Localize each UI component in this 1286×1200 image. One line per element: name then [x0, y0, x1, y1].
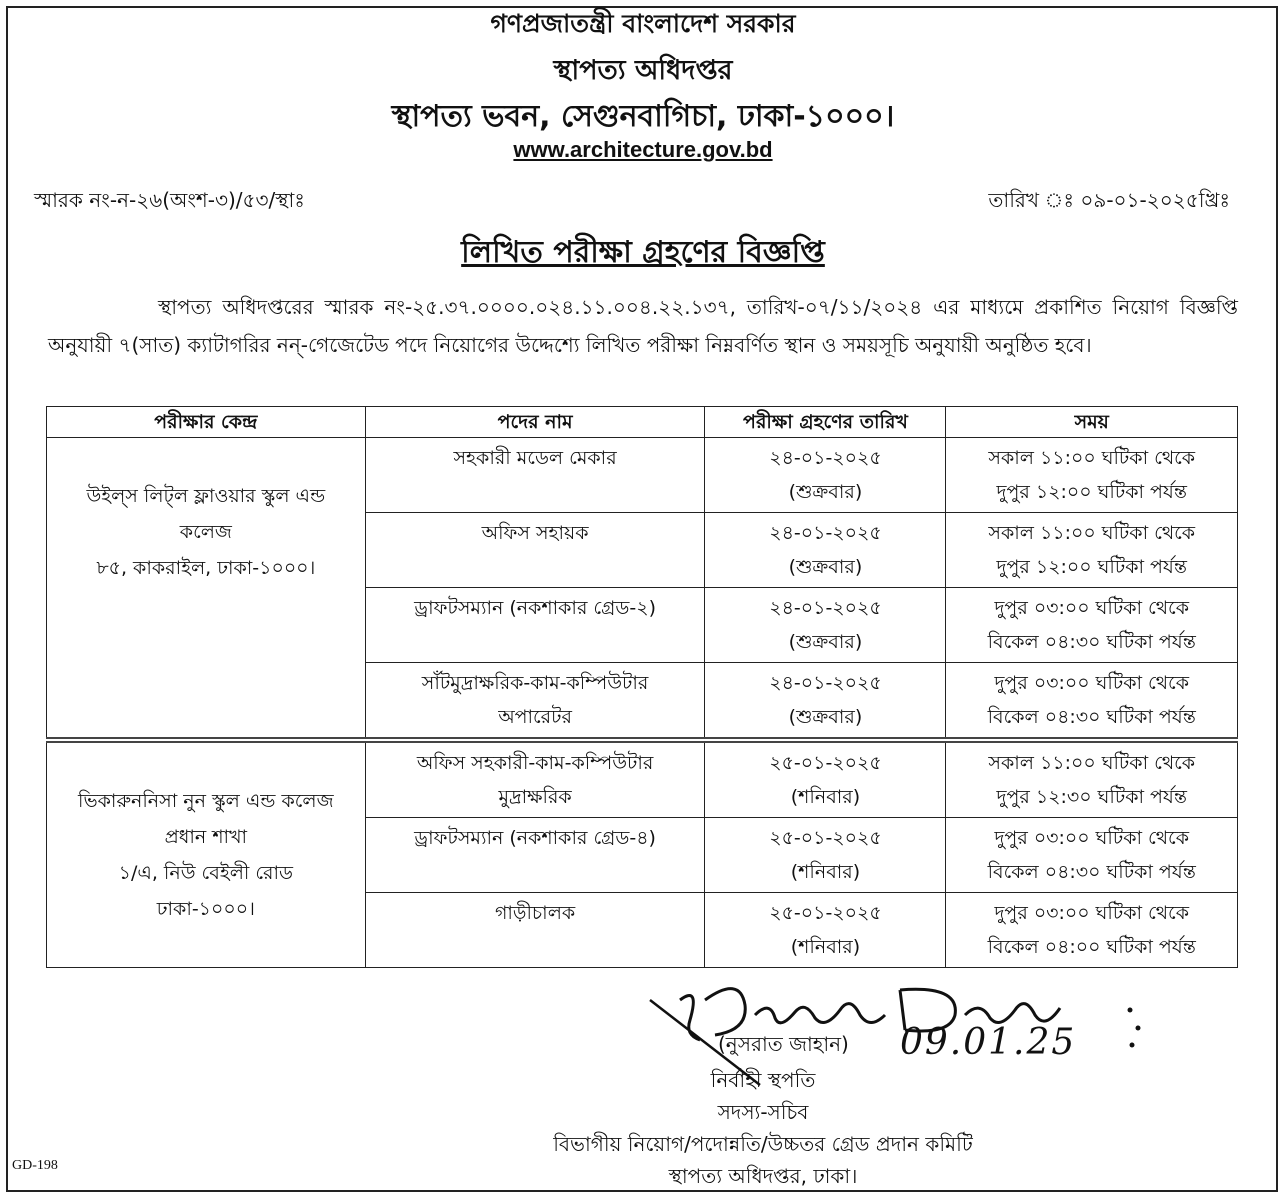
- exam-date: ২৪-০১-২০২৫ (শুক্রবার): [705, 588, 946, 663]
- exam-date: ২৪-০১-২০২৫ (শুক্রবার): [705, 438, 946, 513]
- table-header-row: [47, 407, 1238, 438]
- notice-body-text: স্থাপত্য অধিদপ্তরের স্মারক নং-২৫.৩৭.০০০০.০২৪.১১.০০৪.২২.১৩৭, তারিখ-০৭/১১/২০২৪ এর মাধ্যমে প্রকাশিত নিয়োগ বিজ্ঞপ্তি অনুযায়ী ৭(সাত) ক্যাটাগরির নন্-গেজেটেড পদে নিয়োগের উদ্দেশ্যে লিখিত পরীক্ষা নিম্নবর্ণিত স্থান ও সময়সূচি অনুযায়ী অনুষ্ঠিত হবে।: [48, 295, 1238, 357]
- notice-date: তারিখ ঃ ০৯-০১-২০২৫খ্রিঃ: [988, 188, 1230, 212]
- signature-date: 09.01.25: [900, 1022, 1077, 1063]
- exam-time: সকাল ১১:০০ ঘটিকা থেকে দুপুর ১২:০০ ঘটিকা পর্যন্ত: [946, 438, 1238, 513]
- exam-time: দুপুর ০৩:০০ ঘটিকা থেকে বিকেল ০৪:০০ ঘটিকা পর্যন্ত: [946, 893, 1238, 968]
- post-name: ড্রাফটসম্যান (নকশাকার গ্রেড-২): [365, 588, 705, 663]
- exam-date: ২৫-০১-২০২৫ (শনিবার): [705, 818, 946, 893]
- header-post: পদের নাম: [365, 407, 705, 438]
- exam-date: ২৫-০১-২০২৫ (শনিবার): [705, 740, 946, 818]
- signatory-role: সদস্য-সচিব: [717, 1100, 809, 1124]
- signatory-designation: নির্বাহী স্থপতি: [710, 1068, 816, 1092]
- exam-time: দুপুর ০৩:০০ ঘটিকা থেকে বিকেল ০৪:৩০ ঘটিকা পর্যন্ত: [946, 818, 1238, 893]
- post-name: অফিস সহকারী-কাম-কম্পিউটার মুদ্রাক্ষরিক: [365, 740, 705, 818]
- schedule-table: [46, 406, 1238, 968]
- exam-time: দুপুর ০৩:০০ ঘটিকা থেকে বিকেল ০৪:৩০ ঘটিকা পর্যন্ত: [946, 663, 1238, 741]
- exam-center-2: ভিকারুননিসা নুন স্কুল এন্ড কলেজ প্রধান শাখা ১/এ, নিউ বেইলী রোড ঢাকা-১০০০।: [47, 740, 366, 968]
- post-name: সহকারী মডেল মেকার: [365, 438, 705, 513]
- signatory-name: (নুসরাত জাহান): [718, 1032, 849, 1056]
- table-row: [47, 438, 1238, 513]
- table-row: [47, 740, 1238, 818]
- memo-number: স্মারক নং-ন-২৬(অংশ-৩)/৫৩/স্থাঃ: [34, 188, 305, 212]
- exam-time: সকাল ১১:০০ ঘটিকা থেকে দুপুর ১২:৩০ ঘটিকা পর্যন্ত: [946, 740, 1238, 818]
- post-name: অফিস সহায়ক: [365, 513, 705, 588]
- exam-date: ২৪-০১-২০২৫ (শুক্রবার): [705, 663, 946, 741]
- post-name: সাঁটমুদ্রাক্ষরিক-কাম-কম্পিউটার অপারেটর: [365, 663, 705, 741]
- exam-time: দুপুর ০৩:০০ ঘটিকা থেকে বিকেল ০৪:৩০ ঘটিকা পর্যন্ত: [946, 588, 1238, 663]
- notice-body: [48, 288, 1238, 364]
- website-link[interactable]: www.architecture.gov.bd: [513, 137, 773, 162]
- exam-date: ২৫-০১-২০২৫ (শনিবার): [705, 893, 946, 968]
- department-title: স্থাপত্য অধিদপ্তর: [553, 55, 733, 86]
- notice-title: লিখিত পরীক্ষা গ্রহণের বিজ্ঞপ্তি: [461, 235, 825, 270]
- office-name: স্থাপত্য অধিদপ্তর, ঢাকা।: [668, 1164, 858, 1188]
- post-name: গাড়ীচালক: [365, 893, 705, 968]
- header-center: পরীক্ষার কেন্দ্র: [47, 407, 366, 438]
- header-date: পরীক্ষা গ্রহণের তারিখ: [705, 407, 946, 438]
- gov-title: গণপ্রজাতন্ত্রী বাংলাদেশ সরকার: [490, 9, 796, 38]
- committee-name: বিভাগীয় নিয়োগ/পদোন্নতি/উচ্চতর গ্রেড প্রদান কমিটি: [553, 1132, 973, 1156]
- post-name: ড্রাফটসম্যান (নকশাকার গ্রেড-৪): [365, 818, 705, 893]
- header-time: সময়: [946, 407, 1238, 438]
- exam-time: সকাল ১১:০০ ঘটিকা থেকে দুপুর ১২:০০ ঘটিকা পর্যন্ত: [946, 513, 1238, 588]
- exam-center-1: উইল্‌স লিট্‌ল ফ্লাওয়ার স্কুল এন্ড কলেজ ৮৫, কাকরাইল, ঢাকা-১০০০।: [47, 438, 366, 741]
- address: স্থাপত্য ভবন, সেগুনবাগিচা, ঢাকা-১০০০।: [391, 99, 895, 134]
- exam-date: ২৪-০১-২০২৫ (শুক্রবার): [705, 513, 946, 588]
- form-code: GD-198: [12, 1158, 58, 1173]
